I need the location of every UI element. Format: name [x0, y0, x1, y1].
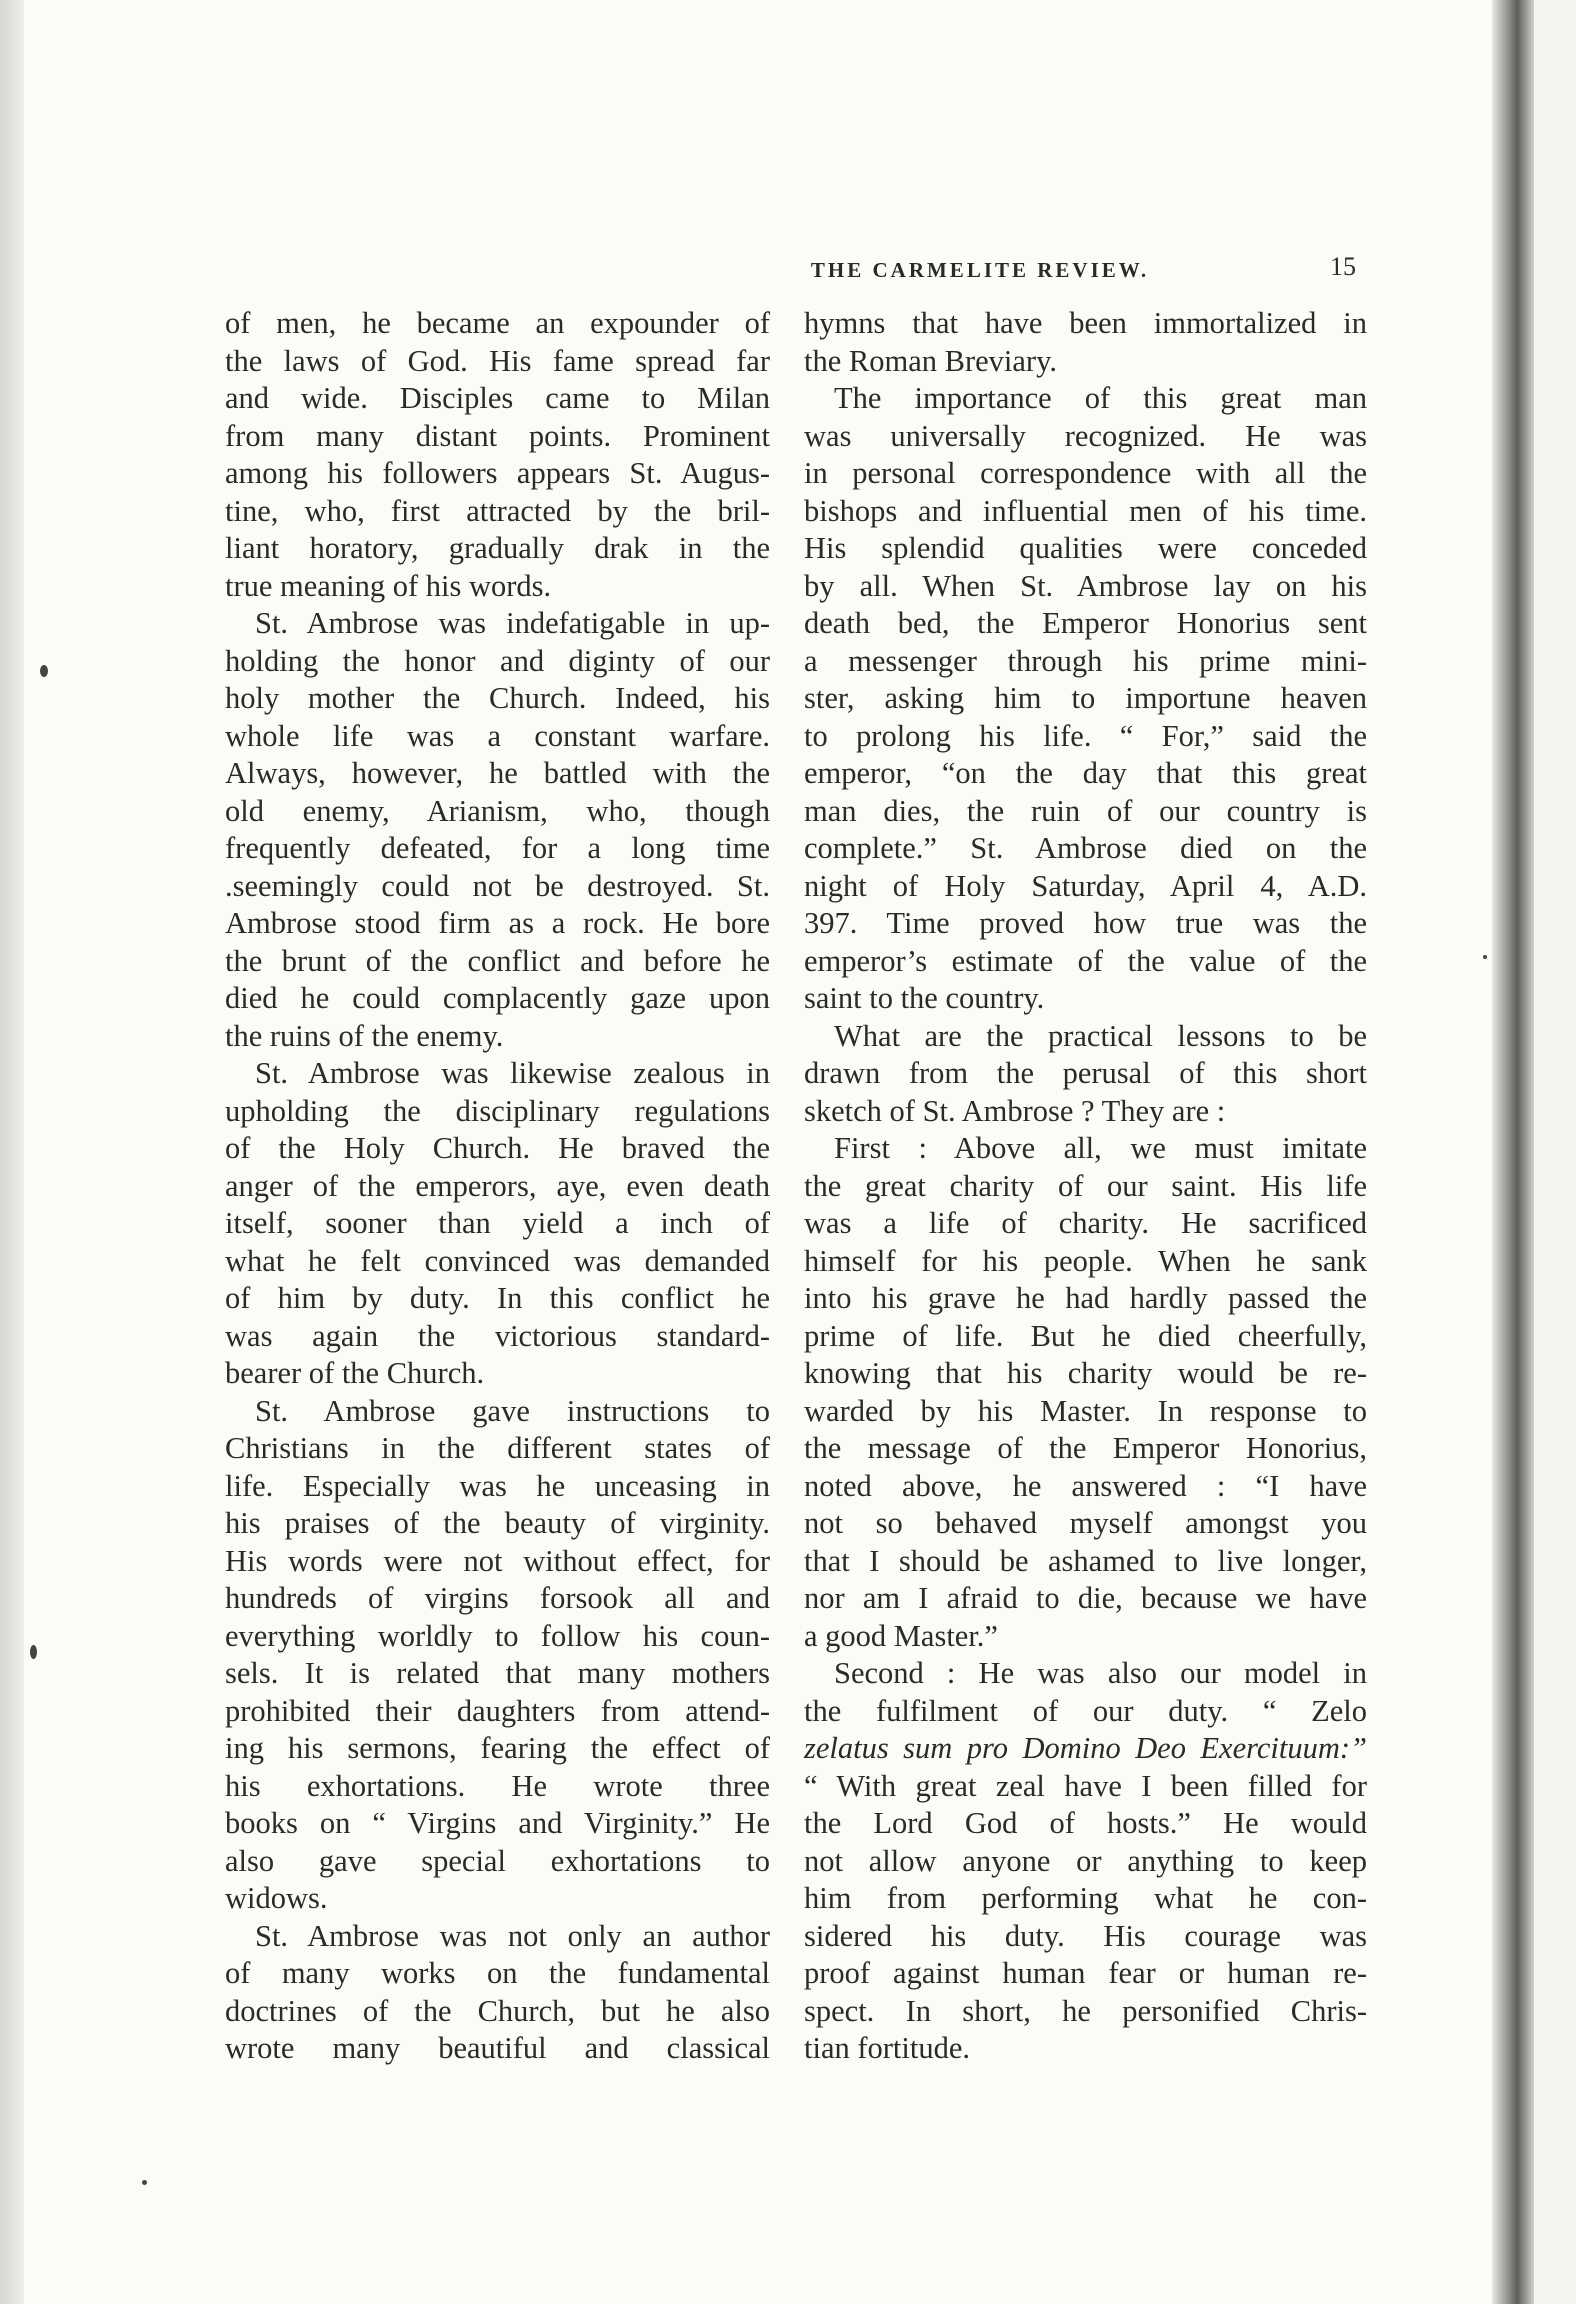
text-line: of men, he became an expounder of [225, 306, 770, 340]
text-line: true meaning of his words. [225, 568, 552, 603]
text-line: First : Above all, we must imitate [834, 1131, 1367, 1165]
text-line: by all. When St. Ambrose lay on his [804, 568, 1367, 603]
text-line: old enemy, Arianism, who, though [225, 793, 770, 828]
text-line: that I should be ashamed to live longer, [804, 1543, 1367, 1578]
text-line: was a life of charity. He sacrificed [804, 1206, 1367, 1240]
text-line: holding the honor and diginty of our [225, 643, 770, 678]
scan-speck [30, 1645, 37, 1659]
text-line: life. Especially was he unceasing in [225, 1468, 770, 1503]
text-line: Ambrose stood firm as a rock. He bore [225, 906, 770, 940]
text-line: whole life was a constant warfare. [225, 718, 770, 753]
text-line: drawn from the perusal of this short [804, 1056, 1367, 1090]
text-line: sidered his duty. His courage was [804, 1918, 1367, 1953]
text-line: from many distant points. Prominent [225, 418, 770, 453]
text-line: of him by duty. In this conflict he [225, 1281, 770, 1315]
text-line: not so behaved myself amongst you [804, 1506, 1367, 1540]
text-line: in personal correspondence with all the [804, 456, 1367, 490]
text-line: spect. In short, he personified Chris- [804, 1993, 1367, 2028]
scan-speck [1483, 955, 1487, 959]
text-line: St. Ambrose was likewise zealous in [255, 1056, 770, 1090]
text-line: ster, asking him to importune heaven [804, 681, 1367, 715]
text-line: zelatus sum pro Domino Deo Exercituum:” [804, 1731, 1367, 1765]
page-edge-shadow [1492, 0, 1534, 2304]
text-line: a messenger through his prime mini- [804, 643, 1367, 678]
text-line: the ruins of the enemy. [225, 1018, 504, 1053]
text-line: a good Master.” [804, 1618, 998, 1653]
text-line: the fulfilment of our duty. “ Zelo [804, 1693, 1367, 1728]
text-line: not allow anyone or anything to keep [804, 1843, 1367, 1878]
text-line: was again the victorious standard- [225, 1318, 770, 1353]
text-line: widows. [225, 1881, 328, 1915]
page-number: 15 [1330, 252, 1356, 281]
text-line: his exhortations. He wrote three [225, 1768, 770, 1803]
text-line: His words were not without effect, for [225, 1543, 770, 1578]
text-line: holy mother the Church. Indeed, his [225, 681, 770, 715]
text-line: sketch of St. Ambrose ? They are : [804, 1093, 1226, 1128]
text-line: died he could complacently gaze upon [225, 981, 770, 1015]
text-line: also gave special exhortations to [225, 1843, 770, 1878]
text-line: of the Holy Church. He braved the [225, 1131, 770, 1165]
text-line: ing his sermons, fearing the effect of [225, 1731, 770, 1765]
text-line: 397. Time proved how true was the [804, 906, 1367, 940]
text-line: nor am I afraid to die, because we have [804, 1581, 1367, 1615]
text-line: his praises of the beauty of virginity. [225, 1506, 770, 1540]
text-line: himself for his people. When he sank [804, 1243, 1367, 1278]
text-line: anger of the emperors, aye, even death [225, 1168, 770, 1203]
text-line: the great charity of our saint. His life [804, 1168, 1367, 1203]
text-line: among his followers appears St. Augus- [225, 456, 770, 490]
text-line: and wide. Disciples came to Milan [225, 381, 770, 415]
text-line: into his grave he had hardly passed the [804, 1281, 1367, 1315]
text-line: man dies, the ruin of our country is [804, 793, 1367, 828]
text-line: tian fortitude. [804, 2031, 971, 2065]
text-line: bearer of the Church. [225, 1356, 485, 1390]
text-line: doctrines of the Church, but he also [225, 1993, 770, 2028]
text-line: proof against human fear or human re- [804, 1956, 1367, 1990]
text-line: frequently defeated, for a long time [225, 831, 770, 865]
text-line: “ With great zeal have I been filled for [804, 1768, 1367, 1803]
text-line: bishops and influential men of his time. [804, 493, 1367, 528]
text-line: night of Holy Saturday, April 4, A.D. [804, 868, 1367, 903]
text-line: sels. It is related that many mothers [225, 1656, 770, 1690]
text-line: saint to the country. [804, 981, 1045, 1015]
text-line: everything worldly to follow his coun- [225, 1618, 770, 1653]
text-line: warded by his Master. In response to [804, 1393, 1367, 1428]
text-line: him from performing what he con- [804, 1881, 1367, 1915]
text-line: the brunt of the conflict and before he [225, 943, 770, 978]
text-line: liant horatory, gradually drak in the [225, 531, 770, 565]
page-binding [0, 0, 24, 2304]
text-line: Christians in the different states of [225, 1431, 770, 1465]
text-line: Second : He was also our model in [834, 1656, 1367, 1690]
text-line: books on “ Virgins and Virginity.” He [225, 1806, 770, 1840]
right-column [804, 305, 1367, 2068]
text-line: .seemingly could not be destroyed. St. [225, 868, 770, 903]
text-line: noted above, he answered : “I have [804, 1468, 1367, 1503]
text-line: prime of life. But he died cheerfully, [804, 1318, 1367, 1353]
text-line: What are the practical lessons to be [834, 1018, 1367, 1053]
text-line: hymns that have been immortalized in [804, 306, 1367, 340]
text-line: St. Ambrose was indefatigable in up- [255, 606, 770, 640]
text-line: St. Ambrose gave instructions to [255, 1393, 770, 1428]
text-line: what he felt convinced was demanded [225, 1243, 770, 1278]
text-line: upholding the disciplinary regulations [225, 1093, 770, 1128]
scan-speck [142, 2180, 147, 2185]
text-line: death bed, the Emperor Honorius sent [804, 606, 1367, 640]
text-line: itself, sooner than yield a inch of [225, 1206, 770, 1240]
text-line: knowing that his charity would be re- [804, 1356, 1367, 1390]
text-line: of many works on the fundamental [225, 1956, 770, 1990]
text-line: His splendid qualities were conceded [804, 531, 1367, 565]
text-line: The importance of this great man [834, 381, 1367, 415]
text-line: the laws of God. His fame spread far [225, 343, 770, 378]
text-line: to prolong his life. “ For,” said the [804, 718, 1367, 753]
text-line: was universally recognized. He was [804, 418, 1367, 453]
text-line: St. Ambrose was not only an author [255, 1918, 770, 1953]
text-line: emperor, “on the day that this great [804, 756, 1367, 790]
scan-speck [40, 665, 48, 677]
text-line: the message of the Emperor Honorius, [804, 1431, 1367, 1465]
running-header: THE CARMELITE REVIEW. [810, 258, 1150, 282]
text-line: tine, who, first attracted by the bril- [225, 493, 770, 528]
text-line: emperor’s estimate of the value of the [804, 943, 1367, 978]
text-line: the Lord God of hosts.” He would [804, 1806, 1367, 1840]
text-line: complete.” St. Ambrose died on the [804, 831, 1367, 865]
text-line: wrote many beautiful and classical [225, 2031, 770, 2065]
left-column [225, 305, 770, 2068]
text-line: hundreds of virgins forsook all and [225, 1581, 770, 1615]
text-line: Always, however, he battled with the [225, 756, 770, 790]
text-line: prohibited their daughters from attend- [225, 1693, 770, 1728]
text-line: the Roman Breviary. [804, 343, 1057, 378]
